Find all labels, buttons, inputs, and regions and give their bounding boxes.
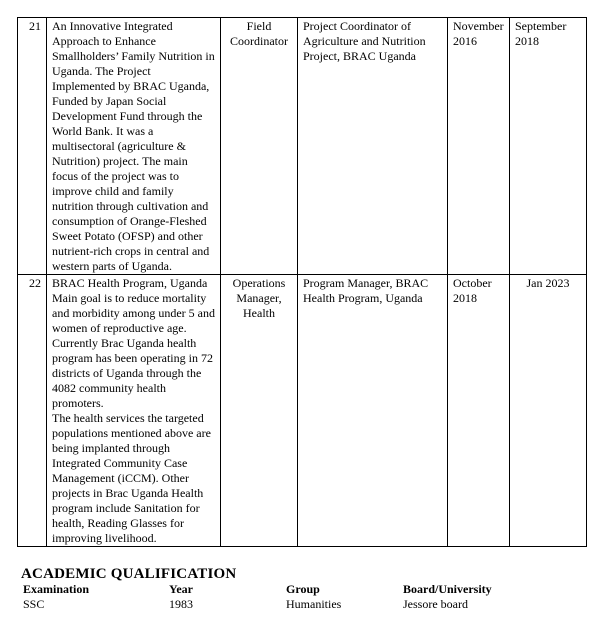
role-cell: Operations Manager, Health bbox=[221, 275, 298, 547]
examination-cell: SSC bbox=[23, 597, 45, 611]
experience-table bbox=[17, 17, 587, 547]
description-paragraph: An Innovative Integrated Approach to Enhance Smallholders’ Family Nutrition in Uganda. The Project Implemented by BRAC Uganda, Funded by Japan Social Development Fund through the World Bank. It was a multisectoral (agriculture & Nutrition) project. The main focus of the project was to improve child and family nutrition through cultivation and consumption of Orange-Fleshed Sweet Potato (OFSP) and other nutrient-rich crops in central and western parts of Uganda. bbox=[52, 19, 215, 273]
end-date-cell: Jan 2023 bbox=[510, 275, 587, 547]
header-group: Group bbox=[286, 582, 320, 596]
board-cell: Jessore board bbox=[403, 597, 468, 611]
role-cell: Field Coordinator bbox=[221, 18, 298, 275]
project-description bbox=[47, 275, 221, 547]
row-number: 21 bbox=[18, 18, 47, 275]
start-date-cell: November 2016 bbox=[448, 18, 510, 275]
table-row bbox=[18, 18, 587, 275]
academic-header-row bbox=[23, 582, 543, 597]
academic-qualification-heading: ACADEMIC QUALIFICATION bbox=[21, 566, 237, 582]
group-cell: Humanities bbox=[286, 597, 342, 611]
position-cell: Project Coordinator of Agriculture and Nutrition Project, BRAC Uganda bbox=[298, 18, 448, 275]
description-paragraph-2: The health services the targeted populations mentioned above are being implanted through Integrated Community Case Management (iCCM). Other projects in Brac Uganda Health program include Sanitation for health, Reading Glasses for improving livelihood. bbox=[52, 411, 211, 545]
academic-table bbox=[23, 582, 543, 612]
header-year: Year bbox=[169, 582, 193, 596]
project-description bbox=[47, 18, 221, 275]
year-cell: 1983 bbox=[169, 597, 193, 611]
table-row bbox=[23, 597, 543, 612]
header-examination: Examination bbox=[23, 582, 90, 596]
table-row bbox=[18, 275, 587, 547]
description-paragraph: BRAC Health Program, Uganda Main goal is to reduce mortality and morbidity among under 5 and women of reproductive age. Currently Brac Uganda health program has been operating in 72 districts of Uganda through the 4082 community health promoters. bbox=[52, 276, 215, 410]
position-cell: Program Manager, BRAC Health Program, Uganda bbox=[298, 275, 448, 547]
end-date-cell: September 2018 bbox=[510, 18, 587, 275]
header-board: Board/University bbox=[403, 582, 492, 596]
row-number: 22 bbox=[18, 275, 47, 547]
start-date-cell: October 2018 bbox=[448, 275, 510, 547]
